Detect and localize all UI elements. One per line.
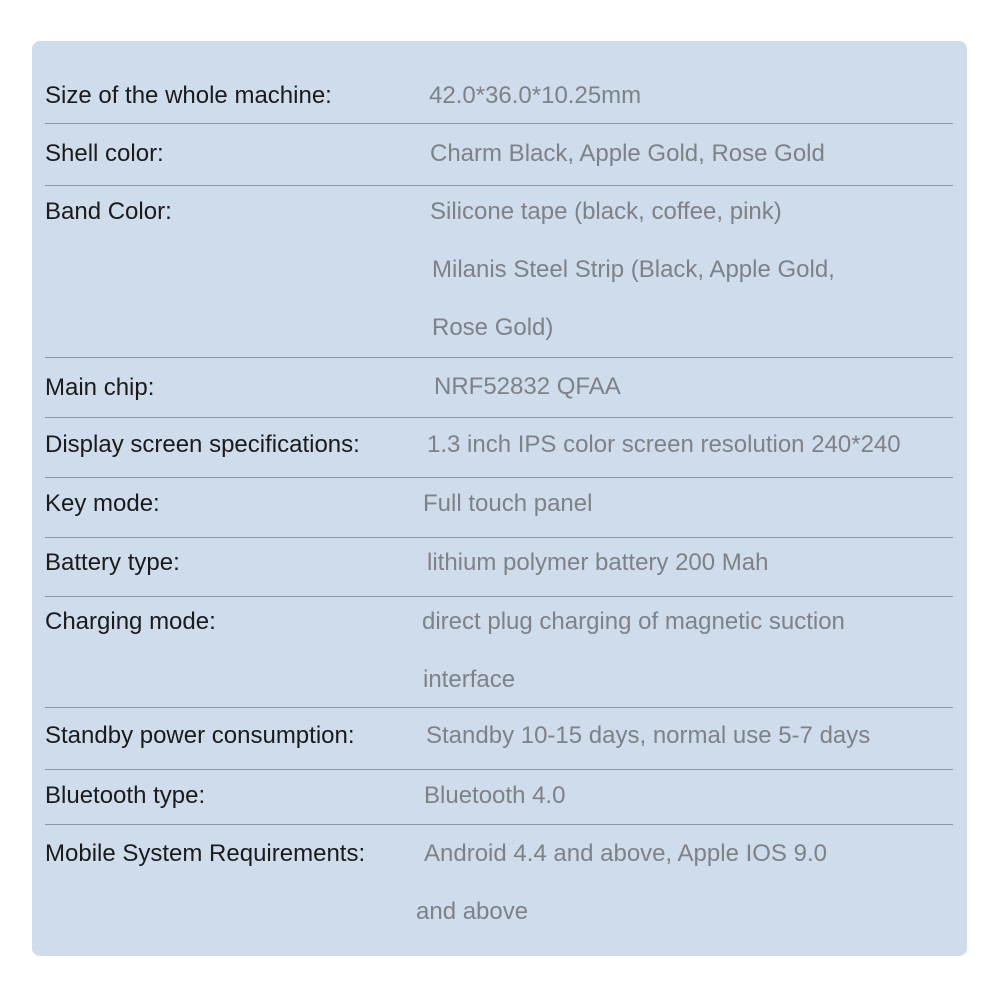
spec-row-charging xyxy=(45,597,953,708)
spec-row-band-color xyxy=(45,186,953,358)
spec-label: Standby power consumption: xyxy=(45,722,355,749)
spec-label: Band Color: xyxy=(45,198,172,225)
spec-label: Mobile System Requirements: xyxy=(45,840,366,867)
spec-row-size xyxy=(45,67,953,124)
spec-label: Bluetooth type: xyxy=(45,782,206,809)
spec-row-standby xyxy=(45,708,953,770)
spec-value-line: Bluetooth 4.0 xyxy=(424,782,566,809)
spec-row-mobile-system xyxy=(45,825,953,945)
spec-label: Key mode: xyxy=(45,490,160,517)
spec-row-battery xyxy=(45,538,953,597)
spec-row-shell-color xyxy=(45,124,953,186)
spec-value-line: Rose Gold) xyxy=(432,314,554,341)
spec-value-line: NRF52832 QFAA xyxy=(434,373,621,400)
spec-label: Charging mode: xyxy=(45,608,216,635)
spec-row-key-mode xyxy=(45,478,953,538)
spec-label: Battery type: xyxy=(45,549,180,576)
spec-value-line: 1.3 inch IPS color screen resolution 240*240 xyxy=(427,431,901,458)
spec-label: Shell color: xyxy=(45,140,164,167)
spec-value-line: Full touch panel xyxy=(423,490,593,517)
spec-value-line: and above xyxy=(416,898,529,925)
spec-row-main-chip xyxy=(45,358,953,418)
spec-label: Size of the whole machine: xyxy=(45,82,332,109)
spec-value-line: Standby 10-15 days, normal use 5-7 days xyxy=(426,722,871,749)
spec-value-line: Android 4.4 and above, Apple IOS 9.0 xyxy=(424,840,827,867)
spec-row-display xyxy=(45,418,953,478)
spec-value-line: Charm Black, Apple Gold, Rose Gold xyxy=(430,140,825,167)
spec-value-line: lithium polymer battery 200 Mah xyxy=(427,549,769,576)
spec-value-line: Milanis Steel Strip (Black, Apple Gold, xyxy=(432,256,835,283)
spec-value-line: interface xyxy=(423,666,516,693)
spec-value-line: Silicone tape (black, coffee, pink) xyxy=(430,198,782,225)
spec-label: Main chip: xyxy=(45,374,155,401)
spec-value-line: direct plug charging of magnetic suction xyxy=(422,608,845,635)
spec-card xyxy=(32,41,967,956)
spec-value-line: 42.0*36.0*10.25mm xyxy=(429,82,642,109)
spec-label: Display screen specifications: xyxy=(45,431,360,458)
spec-row-bluetooth xyxy=(45,770,953,825)
